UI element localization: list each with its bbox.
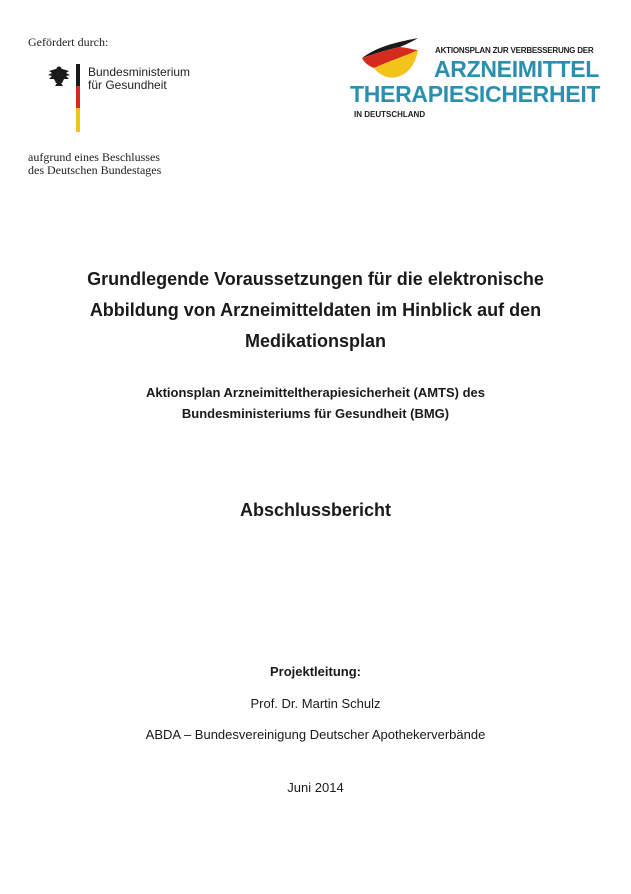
- amts-logo-top-line: AKTIONSPLAN ZUR VERBESSERUNG DER: [435, 46, 594, 55]
- ministry-name-line2: für Gesundheit: [88, 78, 167, 92]
- amts-logo-word-arzneimittel: ARZNEIMITTEL: [434, 56, 600, 82]
- bundestag-note-line1: aufgrund eines Beschlusses: [28, 150, 160, 164]
- project-lead-label: Projektleitung:: [269, 664, 361, 679]
- document-subtitle-line: Bundesministeriums für Gesundheit (BMG): [181, 406, 450, 421]
- document-title: [0, 264, 631, 357]
- federal-eagle-icon: [46, 64, 86, 139]
- ministry-name: [88, 66, 190, 92]
- funded-by-label: Gefördert durch:: [28, 35, 109, 49]
- document-title-line: Medikationsplan: [244, 331, 387, 351]
- report-type: Abschlussbericht: [239, 500, 392, 520]
- amts-logo-bottom-line: IN DEUTSCHLAND: [354, 110, 426, 119]
- document-subtitle-line: Aktionsplan Arzneimitteltherapiesicherheit (AMTS) des: [145, 385, 486, 400]
- document-title-line: Grundlegende Voraussetzungen für die elektronische: [87, 269, 544, 289]
- publication-date: Juni 2014: [287, 780, 344, 795]
- amts-logo: [350, 34, 612, 124]
- german-flag-swoosh-icon: [360, 36, 420, 82]
- project-lead-name: Prof. Dr. Martin Schulz: [250, 696, 381, 711]
- document-subtitle: [0, 382, 631, 424]
- bundestag-note: [28, 151, 161, 177]
- amts-logo-word-therapiesicherheit: THERAPIESICHERHEIT: [350, 81, 601, 107]
- project-lead-organization: ABDA – Bundesvereinigung Deutscher Apothekerverbände: [145, 727, 486, 742]
- document-title-line: Abbildung von Arzneimitteldaten im Hinblick auf den: [89, 300, 542, 320]
- ministry-name-line1: Bundesministerium: [88, 65, 191, 79]
- bundestag-note-line2: des Deutschen Bundestages: [28, 163, 162, 177]
